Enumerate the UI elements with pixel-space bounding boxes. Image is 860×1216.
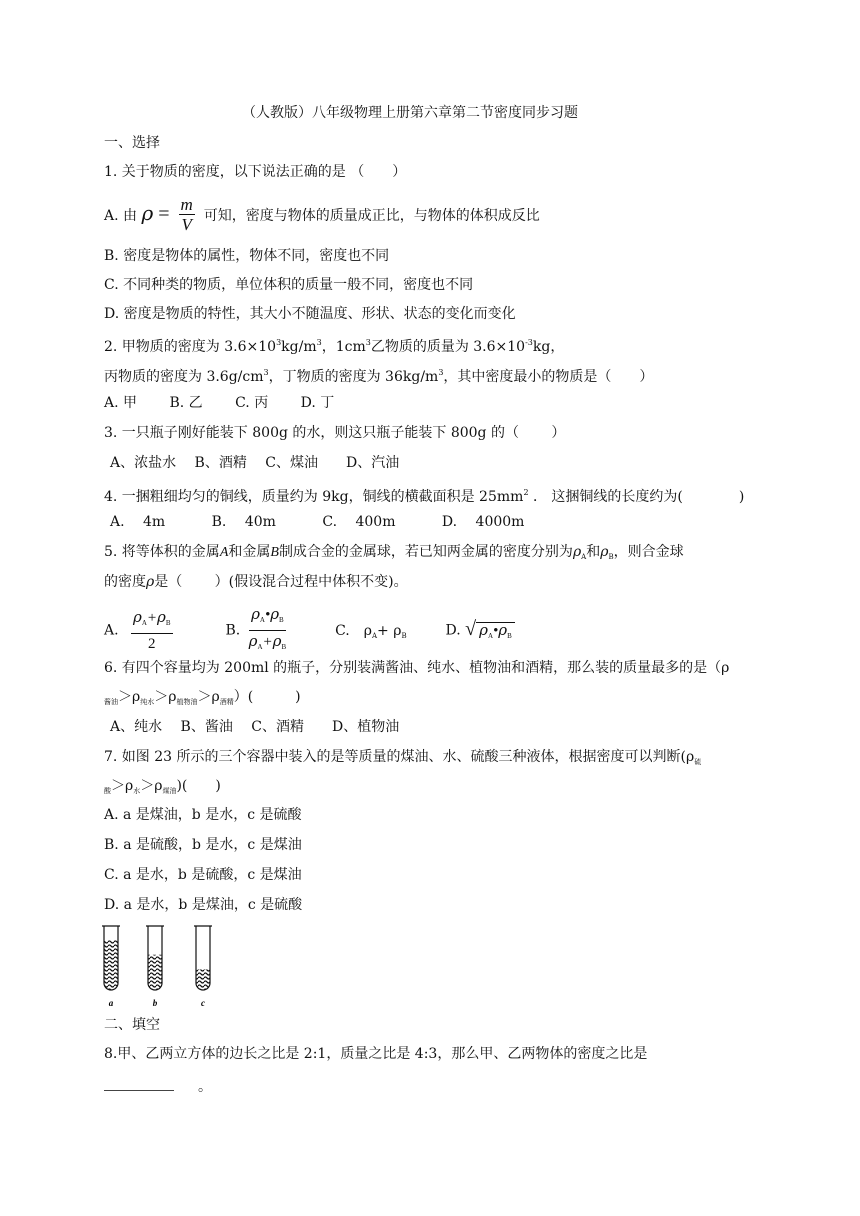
question-4-stem: 4. 一捆粗细均匀的铜线，质量约为 9kg，铜线的横截面积是 $25mm^2$ ． 这捆铜线的长度约为( ) bbox=[104, 488, 745, 505]
question-3-options: A、浓盐水 B、酒精 C、煤油 D、汽油 bbox=[110, 455, 400, 471]
tube-liquid-c bbox=[196, 970, 210, 990]
question-5-line-2: 的密度ρ是（ ）(假设混合过程中体积不变)。 bbox=[104, 574, 408, 590]
q5-option-c: C. $\rho_A+ \rho_B$ bbox=[335, 622, 407, 640]
tube-label-b: b bbox=[152, 998, 158, 1008]
question-8-stem: 8.甲、乙两立方体的边长之比是 2:1，质量之比是 4:3，那么甲、乙两物体的密度之比是 bbox=[104, 1046, 648, 1062]
question-7-option-a: A. a 是煤油，b 是水，c 是硫酸 bbox=[104, 807, 302, 823]
question-5-options bbox=[104, 604, 515, 650]
question-5-line-1: 5. 将等体积的金属A和金属B制成合金的金属球，若已知两金属的密度分别为$\rho_A$和$\rho_B$，则合金球 bbox=[104, 544, 684, 561]
q5-option-a-fraction: $\frac{\rho_A+\rho_B}{2}$ bbox=[133, 608, 171, 652]
question-7-option-b: B. a 是硫酸，b 是水，c 是煤油 bbox=[104, 837, 302, 853]
q5-option-b-label: B. bbox=[225, 622, 241, 639]
q5-option-d-label: D. bbox=[445, 622, 461, 639]
section-heading-fill: 二、填空 bbox=[104, 1017, 160, 1033]
tube-label-a: a bbox=[108, 998, 114, 1008]
question-4-options: A. 4m B. 40m C. 400m D. 4000m bbox=[110, 514, 525, 530]
answer-blank[interactable] bbox=[104, 1080, 174, 1091]
density-formula: ρ = $\frac{m}{V}$ bbox=[141, 195, 193, 234]
question-2-options: A. 甲 B. 乙 C. 丙 D. 丁 bbox=[104, 395, 335, 411]
question-7-option-d: D. a 是水，b 是煤油，c 是硫酸 bbox=[104, 897, 303, 913]
tube-label-c: c bbox=[201, 998, 205, 1008]
question-6-line-2: $_{酱油}>\rho_{纯水}>\rho_{植物油}>\rho_{酒精}$）( ) bbox=[104, 689, 301, 706]
test-tube-c bbox=[194, 926, 212, 1008]
question-1-stem: 1. 关于物质的密度，以下说法正确的是 （ ） bbox=[104, 164, 407, 180]
question-3-stem: 3. 一只瓶子刚好能装下 800g 的水，则这只瓶子能装下 800g 的（ ） bbox=[104, 425, 566, 441]
q5-option-d-sqrt: √ $\rho_A•\rho_B$ bbox=[465, 623, 515, 639]
test-tube-a bbox=[102, 926, 120, 1008]
question-2-line-1: 2. 甲物质的密度为 $3.6\times 10^3kg/m^3$，$1cm^3$乙物质的质量为 $3.6\times 10^{-3}kg$， bbox=[104, 338, 565, 355]
question-1-option-a: A. 由 ρ = $\frac{m}{V}$ 可知，密度与物体的质量成正比，与物体的体积成反比 bbox=[104, 195, 540, 234]
question-7-option-c: C. a 是水，b 是硫酸，c 是煤油 bbox=[104, 867, 302, 883]
page-title: （人教版）八年级物理上册第六章第二节密度同步习题 bbox=[242, 105, 578, 121]
q5-option-a-label: A. bbox=[104, 622, 119, 639]
question-1-option-c: C. 不同种类的物质，单位体积的质量一般不同，密度也不同 bbox=[104, 277, 474, 293]
q5-option-b-fraction: $\frac{\rho_A•\rho_B}{\rho_A+\rho_B}$ bbox=[248, 605, 287, 651]
question-7-line-2: $_酸>\rho_水>\rho_{煤油}$)( ) bbox=[104, 778, 221, 795]
tube-liquid-a bbox=[104, 940, 118, 990]
tube-liquid-b bbox=[148, 955, 162, 990]
question-2-line-2: 丙物质的密度为 $3.6g/cm^3$，丁物质的密度为 $36kg/m^3$，其中密度最小的物质是（ ） bbox=[104, 368, 654, 385]
question-6-line-1: 6. 有四个容量均为 200ml 的瓶子，分别装满酱油、纯水、植物油和酒精，那么装的质量最多的是（ρ bbox=[104, 660, 730, 676]
test-tube-b bbox=[146, 926, 164, 1008]
question-1-option-d: D. 密度是物质的特性，其大小不随温度、形状、状态的变化而变化 bbox=[104, 306, 516, 322]
question-1-option-b: B. 密度是物体的属性，物体不同，密度也不同 bbox=[104, 248, 390, 264]
question-6-options: A、纯水 B、酱油 C、酒精 D、植物油 bbox=[110, 719, 400, 735]
test-tubes-figure bbox=[96, 920, 226, 1012]
section-heading-choice: 一、选择 bbox=[104, 135, 160, 151]
question-8-answer-line: 。 bbox=[104, 1078, 212, 1096]
question-7-line-1: 7. 如图 23 所示的三个容器中装入的是等质量的煤油、水、硫酸三种液体，根据密度可以判断($\rho_硫$ bbox=[104, 749, 702, 766]
